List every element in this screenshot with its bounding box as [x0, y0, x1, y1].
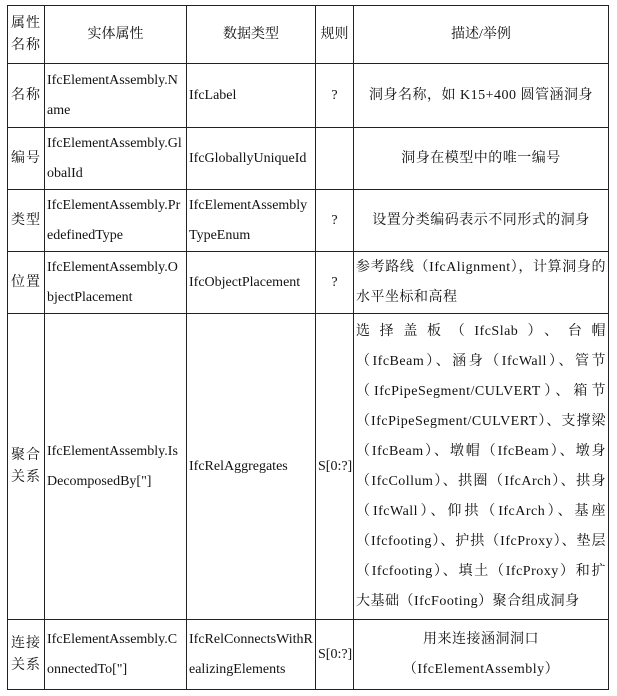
row-attr-name: 连接关系: [8, 620, 45, 690]
row-rule: S[0:?]: [316, 314, 354, 620]
row-attr-name: 位置: [8, 252, 45, 314]
row-entity-attr: IfcElementAssembly.Name: [45, 64, 187, 128]
row-entity-attr: IfcElementAssembly.ConnectedTo["]: [45, 620, 187, 690]
row-description: 选择盖板（IfcSlab）、台帽（IfcBeam）、涵身（IfcWall）、管节（IfcPipeSegment/CULVERT）、箱节（IfcPipeSegment/CULVERT）、支撑梁（IfcBeam）、墩帽（IfcBeam）、墩身（IfcCollum）、拱圈（IfcArch）、拱身（IfcWall）、仰拱（IfcArch）、基座（Ifcfooting）、护拱（IfcProxy）、垫层（Ifcfooting）、填土（IfcProxy）和扩大基础（IfcFooting）聚合组成洞身: [354, 314, 609, 620]
row-description: 用来连接涵洞洞口（IfcElementAssembly）: [354, 620, 609, 690]
row-entity-attr: IfcElementAssembly.ObjectPlacement: [45, 252, 187, 314]
row-data-type: IfcLabel: [187, 64, 316, 128]
header-data-type: 数据类型: [187, 6, 316, 64]
table-row: [8, 128, 609, 190]
table-row: [8, 314, 609, 620]
header-description: 描述/举例: [354, 6, 609, 64]
header-attr-name: 属性名称: [8, 6, 45, 64]
header-rule: 规则: [316, 6, 354, 64]
row-entity-attr: IfcElementAssembly.PredefinedType: [45, 190, 187, 252]
table-row: [8, 620, 609, 690]
row-description: 洞身在模型中的唯一编号: [354, 128, 609, 190]
row-attr-name: 类型: [8, 190, 45, 252]
row-attr-name: 编号: [8, 128, 45, 190]
row-data-type: IfcRelConnectsWithRealizingElements: [187, 620, 316, 690]
row-entity-attr: IfcElementAssembly.GlobalId: [45, 128, 187, 190]
row-attr-name: 名称: [8, 64, 45, 128]
row-rule: ?: [316, 252, 354, 314]
row-rule: ?: [316, 190, 354, 252]
row-description: 洞身名称，如 K15+400 圆管涵洞身: [354, 64, 609, 128]
header-entity-attr: 实体属性: [45, 6, 187, 64]
row-rule: [316, 128, 354, 190]
row-description: 参考路线（IfcAlignment），计算洞身的水平坐标和高程: [354, 252, 609, 314]
table-row: [8, 252, 609, 314]
row-data-type: IfcElementAssemblyTypeEnum: [187, 190, 316, 252]
row-entity-attr: IfcElementAssembly.IsDecomposedBy["]: [45, 314, 187, 620]
table-header-row: [8, 6, 609, 64]
row-data-type: IfcRelAggregates: [187, 314, 316, 620]
row-attr-name: 聚合关系: [8, 314, 45, 620]
row-rule: S[0:?]: [316, 620, 354, 690]
row-data-type: IfcObjectPlacement: [187, 252, 316, 314]
row-rule: ?: [316, 64, 354, 128]
table-row: [8, 64, 609, 128]
table-row: [8, 190, 609, 252]
row-data-type: IfcGloballyUniqueId: [187, 128, 316, 190]
attribute-table: [7, 5, 609, 690]
row-description: 设置分类编码表示不同形式的洞身: [354, 190, 609, 252]
